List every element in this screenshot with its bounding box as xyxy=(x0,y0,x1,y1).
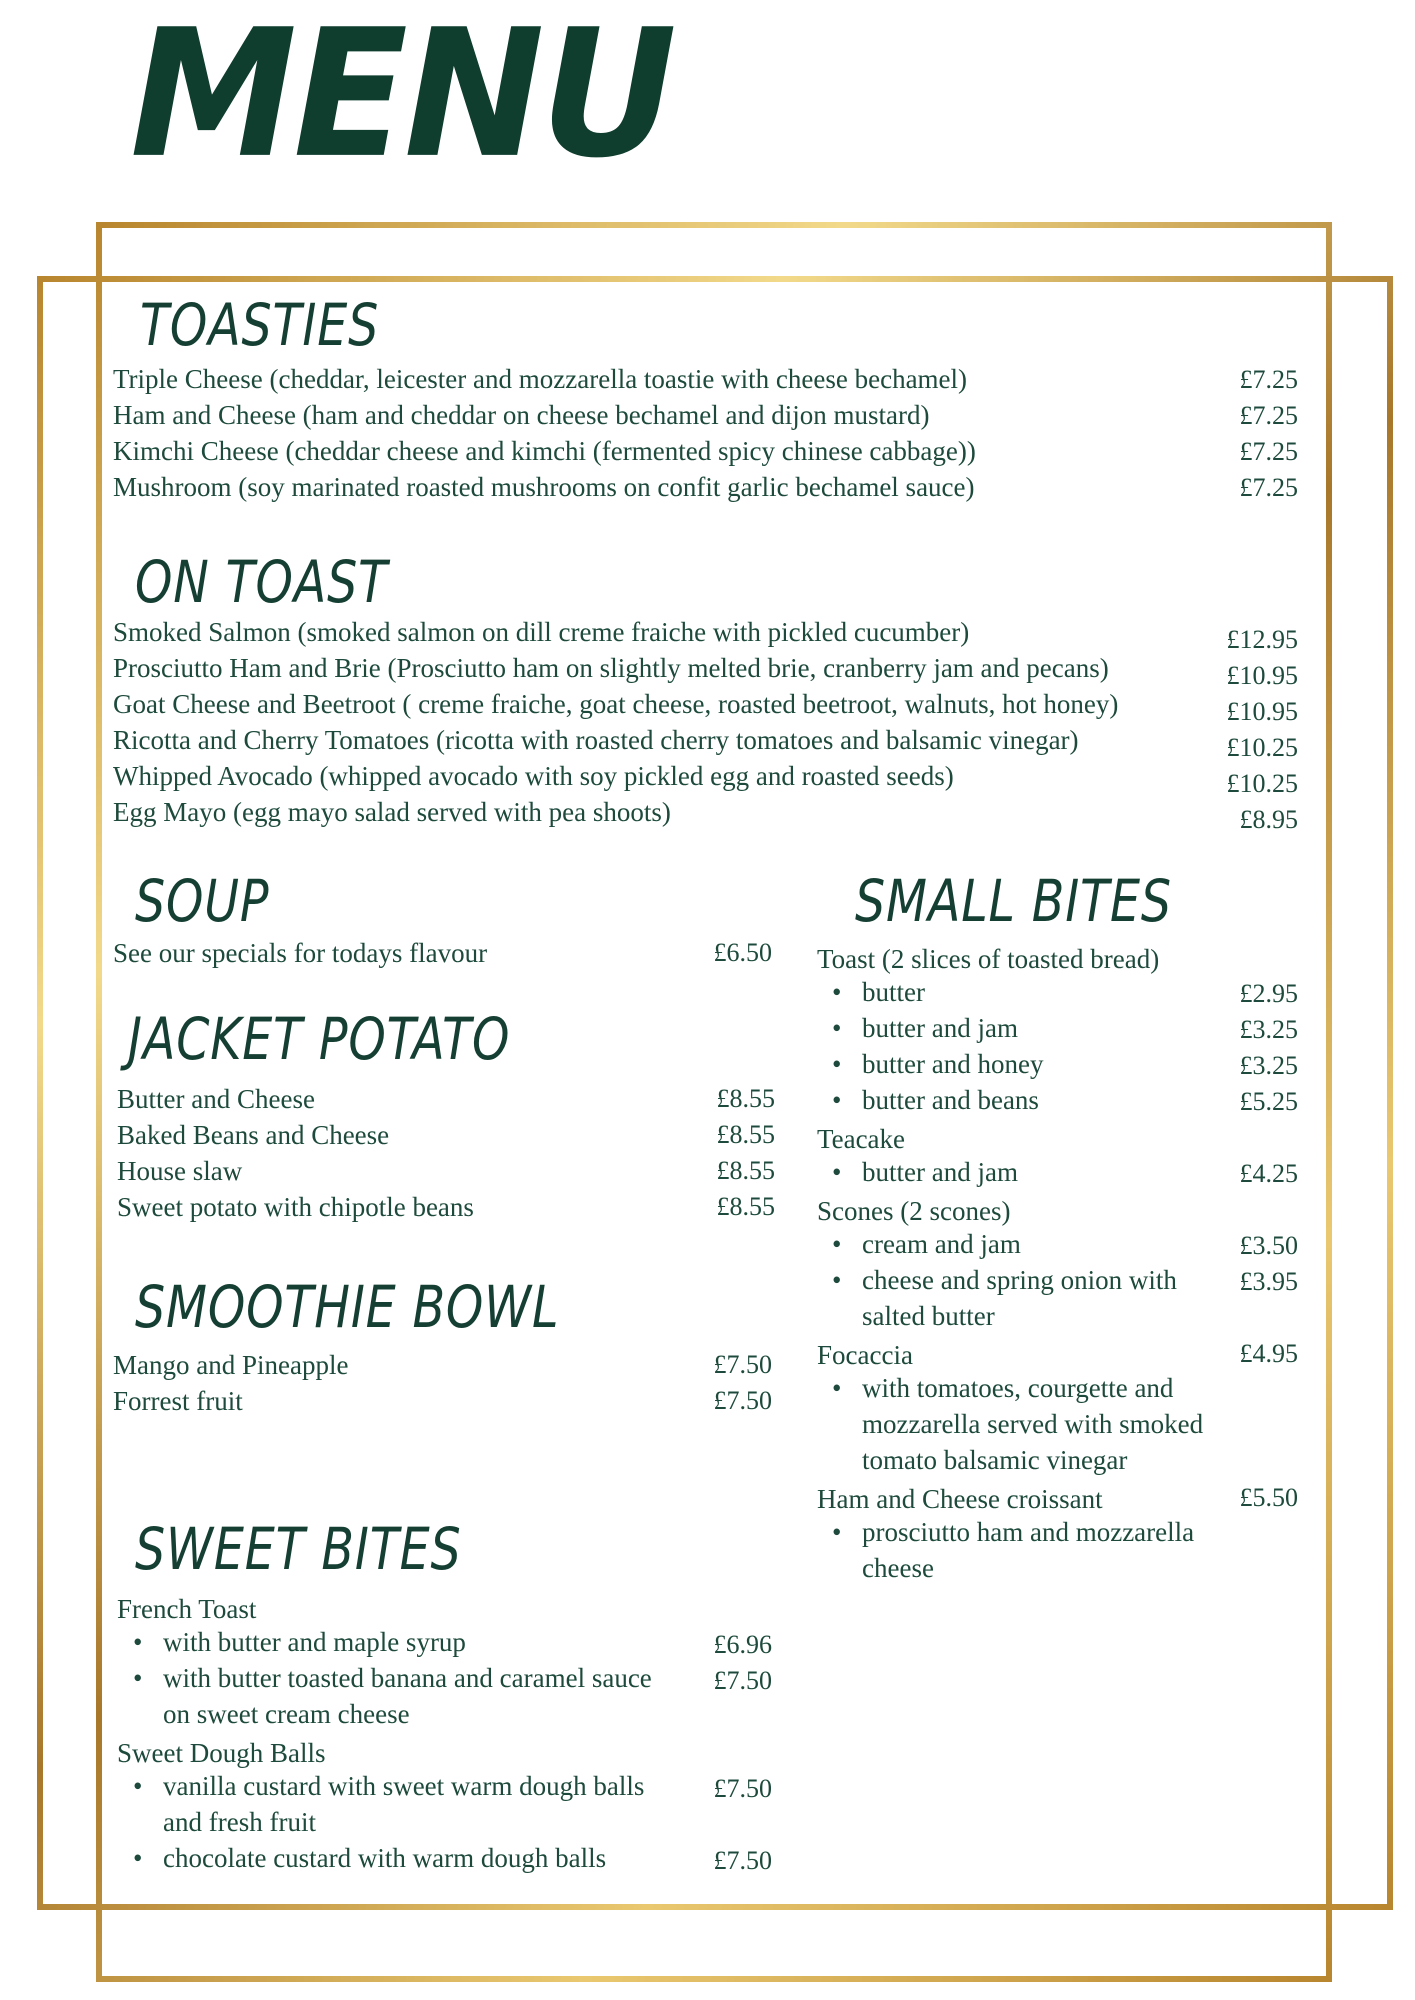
menu-group-name: Focaccia xyxy=(817,1340,913,1370)
menu-option: • butter xyxy=(862,974,925,1010)
menu-option: • chocolate custard with warm dough balls xyxy=(163,1840,606,1876)
menu-item-price: £10.95 xyxy=(1226,697,1298,726)
menu-title: MENU xyxy=(130,0,673,197)
menu-item-price: £3.25 xyxy=(1239,1051,1298,1080)
bullet-icon: • xyxy=(832,1049,842,1079)
menu-item-price: £5.25 xyxy=(1239,1087,1298,1116)
menu-item-price: £7.50 xyxy=(713,1350,772,1379)
menu-item-price: £6.50 xyxy=(713,938,772,967)
menu-item-price: £8.55 xyxy=(716,1156,775,1185)
menu-item-price: £8.95 xyxy=(1239,805,1298,834)
bullet-icon: • xyxy=(133,1771,143,1801)
menu-item-price: £7.25 xyxy=(1239,437,1298,466)
menu-item-price: £3.95 xyxy=(1239,1267,1298,1296)
menu-item-price: £4.95 xyxy=(1239,1339,1298,1368)
menu-item-price: £5.50 xyxy=(1239,1483,1298,1512)
menu-item-name: Triple Cheese (cheddar, leicester and mozzarella toastie with cheese bechamel) xyxy=(113,364,968,394)
menu-item-price: £7.50 xyxy=(713,1846,772,1875)
menu-item-price: £7.50 xyxy=(713,1386,772,1415)
section-heading-soup: SOUP xyxy=(135,867,270,935)
menu-item-price: £7.50 xyxy=(713,1774,772,1803)
menu-group-name: Ham and Cheese croissant xyxy=(817,1484,1103,1514)
menu-item-price: £8.55 xyxy=(716,1120,775,1149)
menu-item-name: Prosciutto Ham and Brie (Prosciutto ham on slightly melted brie, cranberry jam and pecans) xyxy=(113,653,1109,683)
menu-option: • cream and jam xyxy=(862,1226,1021,1262)
bullet-icon: • xyxy=(832,1265,842,1295)
menu-item-price: £3.25 xyxy=(1239,1015,1298,1044)
menu-item-name: Egg Mayo (egg mayo salad served with pea shoots) xyxy=(113,797,671,827)
section-heading-jacket-potato: JACKET POTATO xyxy=(128,1005,511,1073)
bullet-icon: • xyxy=(832,1013,842,1043)
menu-option: • with butter toasted banana and caramel sauce on sweet cream cheese xyxy=(163,1660,652,1732)
section-heading-toasties: TOASTIES xyxy=(140,291,380,359)
menu-item-name: House slaw xyxy=(117,1156,243,1186)
bullet-icon: • xyxy=(832,1517,842,1547)
menu-item-name: Smoked Salmon (smoked salmon on dill creme fraiche with pickled cucumber) xyxy=(113,617,970,647)
menu-group-name: Scones (2 scones) xyxy=(817,1196,1011,1226)
menu-option: • prosciutto ham and mozzarella cheese xyxy=(862,1514,1194,1586)
bullet-icon: • xyxy=(133,1627,143,1657)
menu-item-name: Kimchi Cheese (cheddar cheese and kimchi (fermented spicy chinese cabbage)) xyxy=(113,436,976,466)
bullet-icon: • xyxy=(832,1157,842,1187)
bullet-icon: • xyxy=(832,1373,842,1403)
menu-item-name: Mushroom (soy marinated roasted mushrooms on confit garlic bechamel sauce) xyxy=(113,472,975,502)
menu-group-name: Toast (2 slices of toasted bread) xyxy=(817,944,1160,974)
menu-item-price: £7.25 xyxy=(1239,473,1298,502)
menu-item-price: £8.55 xyxy=(716,1192,775,1221)
menu-item-price: £10.25 xyxy=(1226,769,1298,798)
section-heading-sweet-bites: SWEET BITES xyxy=(135,1515,462,1583)
menu-item-name: Forrest fruit xyxy=(113,1386,243,1416)
menu-option: • with butter and maple syrup xyxy=(163,1624,466,1660)
menu-item-name: Baked Beans and Cheese xyxy=(117,1120,390,1150)
menu-item-price: £6.96 xyxy=(713,1630,772,1659)
menu-group-name: Sweet Dough Balls xyxy=(117,1738,326,1768)
menu-option: • butter and honey xyxy=(862,1046,1043,1082)
menu-item-name: Butter and Cheese xyxy=(117,1084,315,1114)
menu-item-price: £8.55 xyxy=(716,1084,775,1113)
menu-option: • butter and jam xyxy=(862,1154,1018,1190)
menu-item-price: £7.25 xyxy=(1239,365,1298,394)
menu-item-price: £2.95 xyxy=(1239,979,1298,1008)
menu-item-price: £10.95 xyxy=(1226,661,1298,690)
menu-item-price: £4.25 xyxy=(1239,1159,1298,1188)
menu-item-price: £10.25 xyxy=(1226,733,1298,762)
menu-item-name: Ricotta and Cherry Tomatoes (ricotta with roasted cherry tomatoes and balsamic vinegar) xyxy=(113,725,1079,755)
section-heading-smoothie-bowl: SMOOTHIE BOWL xyxy=(135,1273,560,1341)
menu-group-name: French Toast xyxy=(117,1594,257,1624)
menu-item-name: See our specials for todays flavour xyxy=(113,938,488,968)
menu-item-name: Sweet potato with chipotle beans xyxy=(117,1192,474,1222)
menu-item-price: £12.95 xyxy=(1226,625,1298,654)
menu-item-name: Whipped Avocado (whipped avocado with soy pickled egg and roasted seeds) xyxy=(113,761,954,791)
bullet-icon: • xyxy=(832,1229,842,1259)
menu-item-name: Mango and Pineapple xyxy=(113,1350,349,1380)
menu-item-name: Ham and Cheese (ham and cheddar on cheese bechamel and dijon mustard) xyxy=(113,400,930,430)
menu-option: • butter and jam xyxy=(862,1010,1018,1046)
menu-option: • vanilla custard with sweet warm dough balls and fresh fruit xyxy=(163,1768,644,1840)
menu-item-price: £7.50 xyxy=(713,1666,772,1695)
menu-option: • cheese and spring onion with salted butter xyxy=(862,1262,1177,1334)
bullet-icon: • xyxy=(133,1663,143,1693)
section-heading-small-bites: SMALL BITES xyxy=(855,867,1172,935)
menu-option: • with tomatoes, courgette and mozzarella served with smoked tomato balsamic vinegar xyxy=(862,1370,1203,1478)
menu-group-name: Teacake xyxy=(817,1124,906,1154)
bullet-icon: • xyxy=(832,977,842,1007)
bullet-icon: • xyxy=(832,1085,842,1115)
bullet-icon: • xyxy=(133,1843,143,1873)
menu-item-price: £3.50 xyxy=(1239,1231,1298,1260)
menu-item-price: £7.25 xyxy=(1239,401,1298,430)
menu-item-name: Goat Cheese and Beetroot ( creme fraiche, goat cheese, roasted beetroot, walnuts, hot honey) xyxy=(113,689,1119,719)
section-heading-on-toast: ON TOAST xyxy=(135,548,388,616)
menu-option: • butter and beans xyxy=(862,1082,1039,1118)
